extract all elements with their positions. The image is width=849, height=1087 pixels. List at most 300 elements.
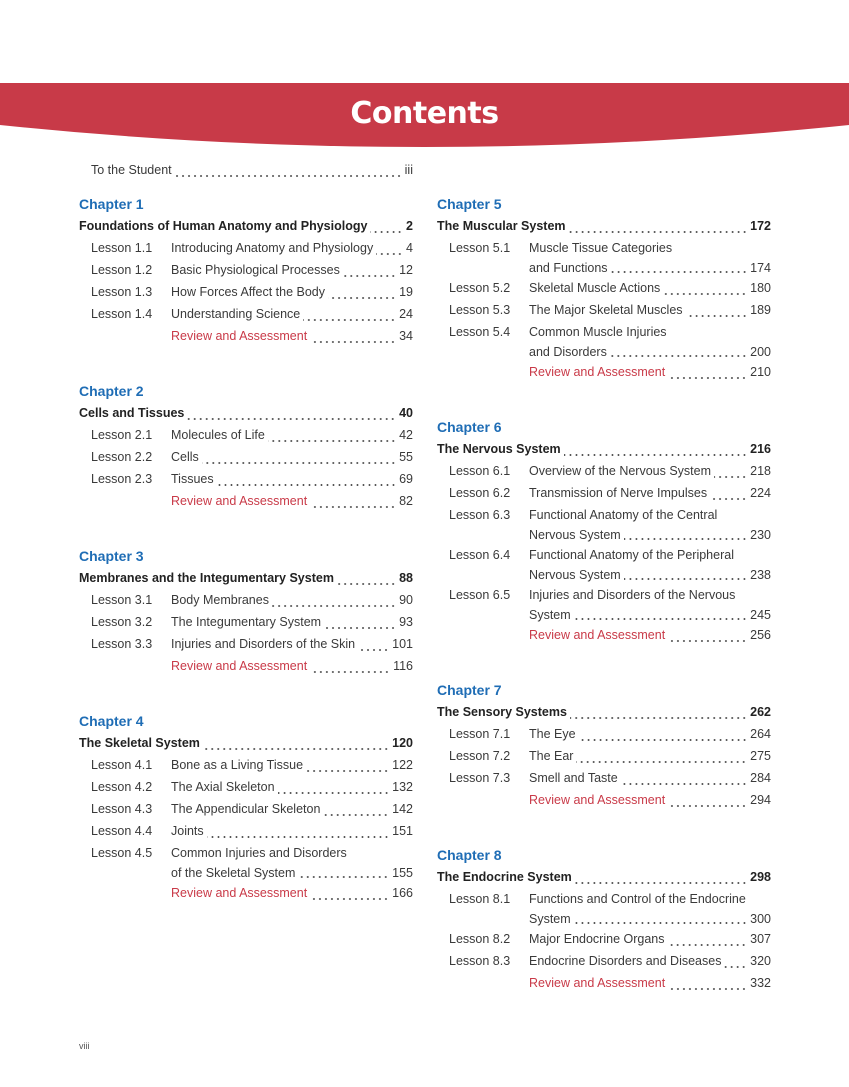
lesson-title-line: Functions and Control of the Endocrine [529,892,746,906]
lesson-number: Lesson 6.5 [449,588,511,602]
lesson-title-row[interactable] [529,482,771,504]
dot-leader [203,732,389,754]
entry-title: Cells [171,450,199,464]
lesson-entry[interactable] [437,299,771,321]
lesson-body [171,776,413,798]
review-and-assessment-entry[interactable] [437,972,771,994]
lesson-title-row[interactable] [171,798,413,820]
lesson-title-row[interactable] [529,910,771,928]
entry-title: Overview of the Nervous System [529,464,712,478]
dot-leader [310,325,396,347]
lesson-entry[interactable] [437,723,771,745]
page-number: 224 [750,486,771,500]
lesson-entry[interactable] [437,584,771,624]
lesson-entry[interactable] [437,321,771,361]
dot-leader [323,798,389,820]
lesson-entry[interactable] [79,842,413,882]
entry-title: System [529,912,571,926]
dot-leader [337,567,396,589]
page-number: iii [404,163,413,177]
page-number: 88 [399,571,413,585]
page-number: 166 [392,886,413,900]
lesson-title-row[interactable] [529,606,771,624]
lesson-body [171,633,413,655]
dot-leader [611,259,748,277]
lesson-entry[interactable] [79,424,413,446]
entry-title: Major Endocrine Organs [529,932,665,946]
lesson-body [529,504,771,544]
lesson-entry[interactable] [437,544,771,584]
lesson-body [529,482,771,504]
lesson-title-row[interactable] [529,950,771,972]
lesson-title-row[interactable] [171,754,413,776]
lesson-body [171,303,413,325]
lesson-body [171,259,413,281]
lesson-title-line: Common Injuries and Disorders [171,846,347,860]
dot-leader [310,490,396,512]
lesson-body [171,468,413,490]
dot-leader [570,701,747,723]
page-number: 120 [392,736,413,750]
lesson-body [171,842,413,882]
page-number: 172 [750,219,771,233]
review-and-assessment-entry[interactable] [79,325,413,347]
chapter-label[interactable]: Chapter 8 [437,847,502,863]
chapter-title-entry[interactable] [79,215,413,237]
page-number: 275 [750,749,771,763]
lesson-title-row[interactable] [529,343,771,361]
lesson-entry[interactable] [437,950,771,972]
dot-leader [358,633,389,655]
lesson-body [171,611,413,633]
review-and-assessment-entry[interactable] [437,361,771,383]
dot-leader [710,482,747,504]
lesson-entry[interactable] [79,633,413,655]
entry-title: Nervous System [529,568,621,582]
page-number: 55 [399,450,413,464]
chapter-title: The Nervous System [437,442,561,456]
chapter-label[interactable]: Chapter 1 [79,196,144,212]
dot-leader [278,776,390,798]
entry-title: The Axial Skeleton [171,780,275,794]
dot-leader [724,950,747,972]
chapter-block [437,680,771,811]
lesson-entry[interactable] [79,281,413,303]
dot-leader [268,424,396,446]
entry-title: Review and Assessment [529,793,666,807]
lesson-number: Lesson 5.4 [449,325,511,339]
entry-title: Review and Assessment [529,365,666,379]
lesson-entry[interactable] [79,237,413,259]
page-number: 34 [399,329,413,343]
chapter-title-entry[interactable] [437,866,771,888]
lesson-title-row[interactable] [171,259,413,281]
lesson-entry[interactable] [79,776,413,798]
page-number: 320 [750,954,771,968]
entry-title: The Major Skeletal Muscles [529,303,683,317]
entry-title: Review and Assessment [171,494,308,508]
lesson-title-row[interactable] [171,424,413,446]
entry-title: Review and Assessment [171,659,308,673]
lesson-number: Lesson 1.2 [91,263,153,277]
lesson-number: Lesson 8.2 [449,932,511,946]
entry-title: Review and Assessment [529,628,666,642]
lesson-body [529,321,771,361]
lesson-entry[interactable] [437,767,771,789]
entry-title: The Integumentary System [171,615,322,629]
entry-title: of the Skeletal System [171,866,296,880]
lesson-body [529,745,771,767]
dot-leader [343,259,396,281]
dot-leader [663,277,747,299]
page-number: 218 [750,464,771,478]
lesson-number: Lesson 6.3 [449,508,511,522]
entry-title: Smell and Taste [529,771,618,785]
dot-leader [621,767,747,789]
page-number: 238 [750,568,771,582]
page-number: 180 [750,281,771,295]
lesson-number: Lesson 5.1 [449,241,511,255]
page-number: 284 [750,771,771,785]
dot-leader [668,361,747,383]
chapter-label[interactable]: Chapter 3 [79,548,144,564]
lesson-number: Lesson 1.4 [91,307,153,321]
page-number: 230 [750,528,771,542]
lesson-number: Lesson 6.1 [449,464,511,478]
page-number: 300 [750,912,771,926]
lesson-body [529,928,771,950]
dot-leader [686,299,748,321]
chapter-title: Foundations of Human Anatomy and Physiology [79,219,368,233]
dot-leader [564,438,747,460]
lesson-body [529,544,771,584]
page-number: 40 [399,406,413,420]
lesson-number: Lesson 2.3 [91,472,153,486]
lesson-title-row[interactable] [529,526,771,544]
dot-leader [303,303,396,325]
dot-leader [667,928,747,950]
page-number: 245 [750,608,771,622]
chapter-block [437,194,771,383]
entry-title: Tissues [171,472,214,486]
lesson-title-row[interactable] [529,566,771,584]
chapter-block [437,417,771,646]
lesson-body [529,460,771,482]
chapter-block [437,845,771,994]
page-number: 132 [392,780,413,794]
page-number: 24 [399,307,413,321]
dot-leader [574,606,747,624]
lesson-title-row[interactable] [171,237,413,259]
chapter-title: The Muscular System [437,219,566,233]
chapter-title: Cells and Tissues [79,406,185,420]
entry-title: Nervous System [529,528,621,542]
lesson-number: Lesson 6.4 [449,548,511,562]
entry-title: and Disorders [529,345,607,359]
dot-leader [328,281,396,303]
lesson-number: Lesson 3.3 [91,637,153,651]
lesson-number: Lesson 5.3 [449,303,511,317]
lesson-title-row[interactable] [171,446,413,468]
lesson-number: Lesson 8.3 [449,954,511,968]
lesson-body [171,446,413,468]
lesson-entry[interactable] [79,754,413,776]
entry-title: Bone as a Living Tissue [171,758,304,772]
lesson-number: Lesson 7.1 [449,727,511,741]
lesson-title-row[interactable] [529,745,771,767]
page-number: 42 [399,428,413,442]
page-number: 142 [392,802,413,816]
lesson-title-row[interactable] [171,281,413,303]
page-number: 332 [750,976,771,990]
page-number: 19 [399,285,413,299]
lesson-entry[interactable] [79,611,413,633]
entry-title: The Eye [529,727,576,741]
chapter-label[interactable]: Chapter 5 [437,196,502,212]
review-and-assessment-entry[interactable] [437,624,771,646]
lesson-number: Lesson 2.1 [91,428,153,442]
page-number: 216 [750,442,771,456]
dot-leader [668,972,747,994]
lesson-body [171,754,413,776]
lesson-title-row[interactable] [171,820,413,842]
chapter-title-entry[interactable] [79,567,413,589]
entry-title: Introducing Anatomy and Physiology [171,241,374,255]
page-number: 101 [392,637,413,651]
lesson-entry[interactable] [437,504,771,544]
dot-leader [376,237,403,259]
lesson-body [171,589,413,611]
review-and-assessment-entry[interactable] [437,789,771,811]
chapter-title: Membranes and the Integumentary System [79,571,334,585]
page-number: 155 [392,866,413,880]
lesson-title-row[interactable] [171,303,413,325]
lesson-title-line: Common Muscle Injuries [529,325,667,339]
chapter-title-entry[interactable] [437,438,771,460]
entry-title: and Functions [529,261,608,275]
lesson-body [171,820,413,842]
lesson-number: Lesson 1.3 [91,285,153,299]
page-number: 200 [750,345,771,359]
chapter-label[interactable]: Chapter 4 [79,713,144,729]
lesson-body [529,767,771,789]
lesson-number: Lesson 4.5 [91,846,153,860]
lesson-title-row[interactable] [171,633,413,655]
dot-leader [574,910,747,928]
entry-title: Transmission of Nerve Impulses [529,486,708,500]
page-number: 307 [750,932,771,946]
dot-leader [207,820,389,842]
lesson-number: Lesson 7.3 [449,771,511,785]
page-number: 151 [392,824,413,838]
dot-leader [217,468,396,490]
entry-title: Basic Physiological Processes [171,263,340,277]
lesson-body [529,277,771,299]
lesson-entry[interactable] [79,589,413,611]
dot-leader [714,460,747,482]
lesson-title-row[interactable] [529,723,771,745]
lesson-entry[interactable] [79,446,413,468]
page-number: 294 [750,793,771,807]
lesson-title-row[interactable] [529,259,771,277]
lesson-body [529,299,771,321]
lesson-title-line: Muscle Tissue Categories [529,241,673,255]
chapter-title: The Skeletal System [79,736,200,750]
lesson-title-line: Functional Anatomy of the Peripheral [529,548,734,562]
lesson-body [171,281,413,303]
folio-page-number: viii [79,1041,90,1051]
chapter-label[interactable]: Chapter 2 [79,383,144,399]
lesson-entry[interactable] [79,798,413,820]
page-number: 116 [393,659,413,673]
entry-title: Molecules of Life [171,428,265,442]
page-number: 69 [399,472,413,486]
page-number: 264 [750,727,771,741]
lesson-body [171,798,413,820]
chapter-block [79,194,413,347]
dot-leader [576,745,747,767]
lesson-number: Lesson 4.1 [91,758,153,772]
chapter-label[interactable]: Chapter 6 [437,419,502,435]
page-number: 210 [750,365,771,379]
lesson-title-line: Functional Anatomy of the Central [529,508,718,522]
lesson-body [529,950,771,972]
dot-leader [310,882,389,904]
lesson-title-row[interactable] [529,767,771,789]
lesson-title-row[interactable] [171,776,413,798]
page-number: 174 [750,261,771,275]
entry-title: Body Membranes [171,593,269,607]
lesson-entry[interactable] [79,303,413,325]
chapter-title-entry[interactable] [79,402,413,424]
page-number: 189 [750,303,771,317]
lesson-title-row[interactable] [529,299,771,321]
entry-title: Understanding Science [171,307,301,321]
page-number: 2 [406,219,413,233]
entry-title: Review and Assessment [171,329,308,343]
lesson-entry[interactable] [437,460,771,482]
entry-title: Review and Assessment [529,976,666,990]
lesson-body [171,237,413,259]
dot-leader [610,343,747,361]
page-number: 93 [399,615,413,629]
entry-title: The Appendicular Skeleton [171,802,321,816]
chapter-title-entry[interactable] [437,701,771,723]
chapter-title: The Sensory Systems [437,705,567,719]
page-number: 256 [750,628,771,642]
lesson-number: Lesson 4.4 [91,824,153,838]
review-and-assessment-entry[interactable] [79,882,413,904]
page-number: 262 [750,705,771,719]
lesson-entry[interactable] [79,259,413,281]
toc-column-right [437,194,771,1028]
lesson-title-line: Injuries and Disorders of the Nervous [529,588,736,602]
lesson-entry[interactable] [79,820,413,842]
lesson-number: Lesson 7.2 [449,749,511,763]
entry-title: Review and Assessment [171,886,308,900]
page-number: 122 [392,758,413,772]
lesson-number: Lesson 2.2 [91,450,153,464]
lesson-title-row[interactable] [529,277,771,299]
chapter-title-entry[interactable] [79,732,413,754]
dot-leader [575,866,747,888]
lesson-entry[interactable] [437,237,771,277]
chapter-label[interactable]: Chapter 7 [437,682,502,698]
dot-leader [187,402,396,424]
lesson-number: Lesson 3.2 [91,615,153,629]
dot-leader [298,864,389,882]
lesson-number: Lesson 8.1 [449,892,511,906]
lesson-entry[interactable] [437,888,771,928]
entry-title: System [529,608,571,622]
page-number: 12 [399,263,413,277]
entry-title: Skeletal Muscle Actions [529,281,661,295]
dot-leader [668,789,747,811]
entry-title: To the Student [91,163,172,177]
lesson-title-row[interactable] [171,864,413,882]
dot-leader [370,215,403,237]
toc-entry-to-the-student[interactable] [91,159,413,181]
chapter-title: The Endocrine System [437,870,572,884]
lesson-entry[interactable] [437,482,771,504]
page-title: Contents [350,96,499,131]
page-number: 82 [399,494,413,508]
lesson-number: Lesson 5.2 [449,281,511,295]
page-number: 298 [750,870,771,884]
chapter-block [79,546,413,677]
lesson-entry[interactable] [437,928,771,950]
lesson-entry[interactable] [437,277,771,299]
lesson-title-row[interactable] [171,611,413,633]
lesson-body [529,584,771,624]
dot-leader [624,566,747,584]
dot-leader [306,754,389,776]
dot-leader [310,655,390,677]
toc-column-left [79,194,413,938]
lesson-title-row[interactable] [171,468,413,490]
dot-leader [175,159,402,181]
dot-leader [579,723,748,745]
entry-title: The Ear [529,749,574,763]
review-and-assessment-entry[interactable] [79,655,413,677]
lesson-body [529,723,771,745]
lesson-body [529,237,771,277]
page-number: 4 [406,241,413,255]
lesson-number: Lesson 4.2 [91,780,153,794]
dot-leader [272,589,396,611]
entry-title: Joints [171,824,204,838]
dot-leader [668,624,747,646]
lesson-title-row[interactable] [529,460,771,482]
chapter-title-entry[interactable] [437,215,771,237]
dot-leader [624,526,747,544]
lesson-title-row[interactable] [171,589,413,611]
lesson-entry[interactable] [437,745,771,767]
lesson-number: Lesson 4.3 [91,802,153,816]
lesson-number: Lesson 6.2 [449,486,511,500]
lesson-number: Lesson 1.1 [91,241,153,255]
lesson-title-row[interactable] [529,928,771,950]
lesson-number: Lesson 3.1 [91,593,153,607]
lesson-entry[interactable] [79,468,413,490]
entry-title: Endocrine Disorders and Diseases [529,954,722,968]
lesson-body [529,888,771,928]
dot-leader [202,446,396,468]
entry-title: How Forces Affect the Body [171,285,326,299]
chapter-block [79,381,413,512]
review-and-assessment-entry[interactable] [79,490,413,512]
page-number: 90 [399,593,413,607]
